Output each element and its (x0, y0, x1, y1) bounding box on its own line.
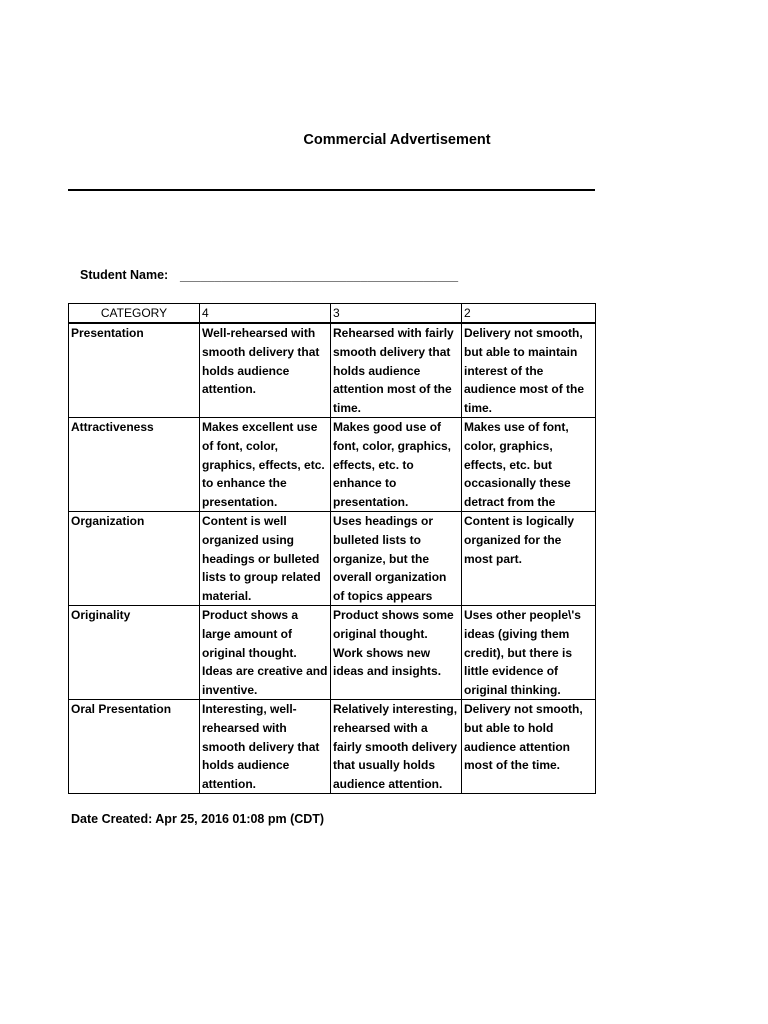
score-3-cell (331, 700, 462, 794)
student-name-label: Student Name: (80, 268, 169, 282)
date-created: Date Created: Apr 25, 2016 01:08 pm (CDT) (71, 812, 325, 826)
score-3-cell (331, 606, 462, 700)
table-row (69, 418, 596, 512)
header-score-2: 2 (462, 304, 596, 324)
score-4-cell (200, 418, 331, 512)
cell-text: Interesting, well-rehearsed with smooth delivery that holds audience attention. (202, 702, 320, 792)
cell-text: Makes use of font, color, graphics, effects, etc. but occasionally these detract from the (464, 420, 571, 510)
category-text: Organization (71, 514, 145, 528)
score-2-cell (462, 323, 596, 418)
category-text: Oral Presentation (71, 702, 172, 716)
score-3-cell (331, 418, 462, 512)
document-title: Commercial Advertisement (303, 132, 491, 148)
cell-text: Makes good use of font, color, graphics, effects, etc. to enhance to presentation. (333, 420, 452, 510)
score-2-cell (462, 512, 596, 606)
score-4-cell (200, 606, 331, 700)
cell-text: Content is well organized using headings or bulleted lists to group related material. (202, 514, 321, 604)
score-3-cell (331, 512, 462, 606)
cell-text: Content is logically organized for the most part. (464, 514, 575, 566)
cell-text: Uses headings or bulleted lists to organize, but the overall organization of topics appears (333, 514, 447, 604)
cell-text: Rehearsed with fairly smooth delivery that holds audience attention most of the time. (333, 326, 454, 416)
score-4-cell (200, 700, 331, 794)
table-row (69, 700, 596, 794)
cell-text: Delivery not smooth, but able to hold audience attention most of the time. (464, 702, 583, 773)
row-category (69, 606, 200, 700)
row-category (69, 700, 200, 794)
cell-text: Relatively interesting, rehearsed with a fairly smooth delivery that usually holds audience attention. (333, 702, 458, 792)
score-3-cell (331, 323, 462, 418)
table-row (69, 606, 596, 700)
row-category (69, 323, 200, 418)
rubric-table (68, 303, 596, 794)
category-text: Originality (71, 608, 131, 622)
cell-text: Uses other people\'s ideas (giving them credit), but there is little evidence of original thinking. (464, 608, 581, 698)
category-text: Presentation (71, 326, 144, 340)
score-2-cell (462, 418, 596, 512)
header-score-3: 3 (331, 304, 462, 324)
cell-text: Product shows some original thought. Work shows new ideas and insights. (333, 608, 454, 679)
title-divider (68, 189, 595, 191)
category-text: Attractiveness (71, 420, 154, 434)
row-category (69, 418, 200, 512)
cell-text: Well-rehearsed with smooth delivery that holds audience attention. (202, 326, 320, 397)
cell-text: Makes excellent use of font, color, graphics, effects, etc. to enhance the presentation. (202, 420, 325, 510)
score-2-cell (462, 700, 596, 794)
score-4-cell (200, 323, 331, 418)
table-row (69, 512, 596, 606)
row-category (69, 512, 200, 606)
header-score-4: 4 (200, 304, 331, 324)
table-row (69, 323, 596, 418)
header-category: CATEGORY (69, 304, 200, 324)
rubric-header-row (69, 304, 596, 324)
cell-text: Product shows a large amount of original thought. Ideas are creative and inventive. (202, 608, 328, 698)
student-name-blank: ________________________________________ (180, 269, 459, 283)
cell-text: Delivery not smooth, but able to maintain interest of the audience most of the time. (464, 326, 585, 416)
score-4-cell (200, 512, 331, 606)
score-2-cell (462, 606, 596, 700)
